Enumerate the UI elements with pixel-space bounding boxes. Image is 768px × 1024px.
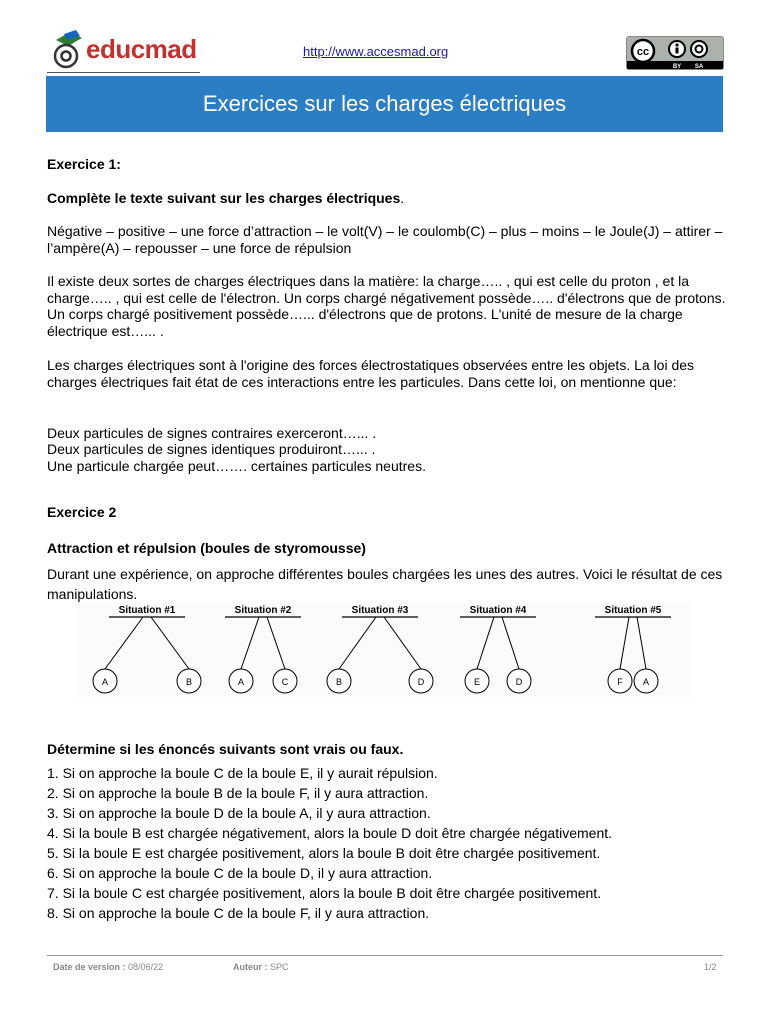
ball-left-label: A: [101, 677, 109, 687]
question-heading: Détermine si les énoncés suivants sont vrais ou faux.: [47, 741, 404, 757]
ball-right-label: A: [642, 677, 650, 687]
law-line-3: Une particule chargée peut……. certaines particules neutres.: [47, 458, 426, 474]
ball-left-label: F: [617, 677, 623, 687]
statement-list: [47, 763, 727, 923]
author-label: Auteur :: [233, 962, 268, 972]
statement-item: 7. Si la boule C est chargée positivement, alors la boule B doit être chargée positivement.: [47, 885, 602, 901]
law-line-1: Deux particules de signes contraires exerceront…... .: [47, 425, 377, 441]
cc-text: cc: [636, 46, 650, 58]
situation-label: Situation #3: [351, 605, 409, 616]
exercise-1-paragraph-2: Les charges électriques sont à l'origine des forces électrostatiques observées entre les objets. La loi des charges électriques fait état de ces interactions entre les particules. Dans cette loi, on mentionne que:: [47, 357, 695, 390]
situation-label: Situation #4: [469, 605, 527, 616]
exercise-1-instruction: [47, 190, 727, 207]
author-value: SPC: [270, 962, 289, 972]
page-title: Exercices sur les charges électriques: [46, 76, 723, 132]
statement-item: 3. Si on approche la boule D de la boule A, il y aura attraction.: [47, 805, 431, 821]
exercise-1-heading: Exercice 1:: [47, 156, 121, 172]
situation-label: Situation #5: [604, 605, 662, 616]
site-link[interactable]: http://www.accesmad.org: [303, 44, 449, 59]
sa-text: SA: [694, 64, 704, 69]
statement-item: 4. Si la boule B est chargée négativement, alors la boule D doit être chargée négativement.: [47, 825, 613, 841]
educmad-logo: [50, 28, 200, 72]
law-line-2: Deux particules de signes identiques produiront…... .: [47, 441, 376, 457]
exercise-2-heading: Exercice 2: [47, 504, 117, 520]
ball-left-label: E: [473, 677, 481, 687]
cc-by-sa-icon: [627, 37, 723, 69]
instruction-period: .: [400, 190, 405, 206]
ball-right-label: D: [417, 677, 425, 687]
version-value: 08/06/22: [128, 962, 164, 972]
statement-item: 1. Si on approche la boule C de la boule E, il y aurait répulsion.: [47, 765, 438, 781]
situation-label: Situation #2: [234, 605, 292, 616]
ball-left-label: A: [237, 677, 245, 687]
ball-right-label: C: [281, 677, 289, 687]
footer-page-number: 1/2: [704, 962, 717, 972]
by-text: BY: [672, 64, 682, 69]
ball-left-label: B: [335, 677, 343, 687]
statement-item: 6. Si on approche la boule C de la boule D, il y aura attraction.: [47, 865, 433, 881]
footer-author: [233, 962, 289, 972]
logo-text: educmad: [86, 34, 197, 64]
situation-label: Situation #1: [118, 605, 176, 616]
statement-item: 5. Si la boule E est chargée positivement, alors la boule B doit être chargée positivement.: [47, 845, 601, 861]
situations-diagram: [76, 603, 692, 697]
statement-item: 8. Si on approche la boule C de la boule F, il y aura attraction.: [47, 905, 430, 921]
version-label: Date de version :: [53, 962, 126, 972]
ball-right-label: B: [185, 677, 193, 687]
footer-divider: [47, 955, 723, 956]
instruction-text: Complète le texte suivant sur les charges électriques: [47, 190, 401, 206]
exercise-2-subheading: Attraction et répulsion (boules de styromousse): [47, 540, 366, 556]
footer-version: [53, 962, 163, 972]
at-sign-icon: [50, 30, 86, 70]
cc-license-badge[interactable]: [626, 36, 724, 70]
exercise-2-intro: Durant une expérience, on approche différentes boules chargées les unes des autres. Voici le résultat de ces manipulations.: [47, 566, 723, 602]
exercise-1-paragraph-1: Il existe deux sortes de charges électriques dans la matière: la charge….. , qui est celle du proton , et la charge….. , qui est celle de l'électron. Un corps chargé négativement possède….. d'électrons que de protons. Un corps chargé positivement possède…... d'électrons que de protons. L'unité de mesure de la charge électrique est…... .: [47, 273, 726, 339]
header-divider: [47, 72, 200, 73]
word-bank: Négative – positive – une force d’attraction – le volt(V) – le coulomb(C) – plus – moins – le Joule(J) – attirer – l’ampère(A) – repousser – une force de répulsion: [47, 223, 723, 256]
ball-right-label: D: [515, 677, 523, 687]
statement-item: 2. Si on approche la boule B de la boule F, il y aura attraction.: [47, 785, 429, 801]
